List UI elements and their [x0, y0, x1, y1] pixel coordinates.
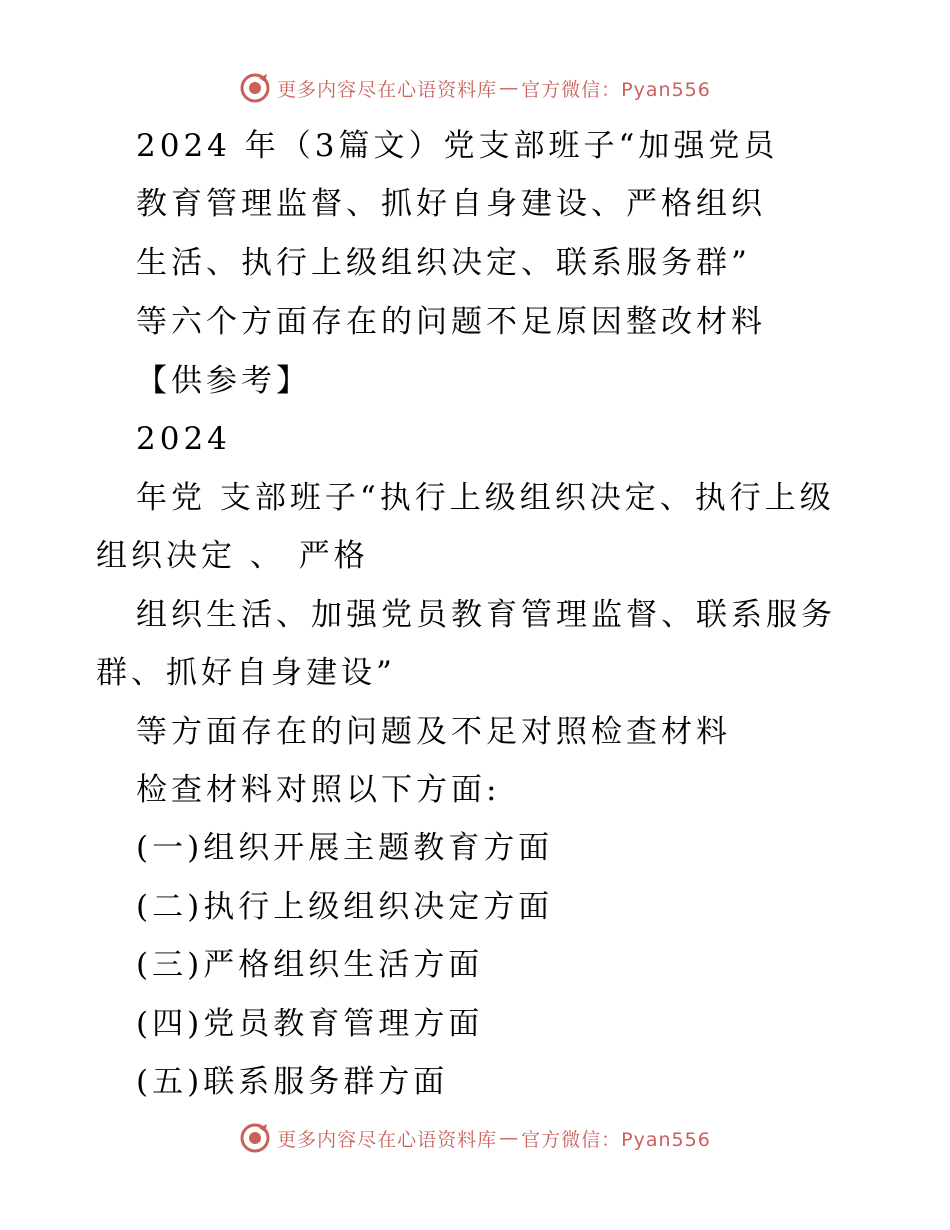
- watermark-wechat: 官方微信：Pyan556: [521, 78, 711, 101]
- reference-note: 【供参考】: [136, 363, 311, 399]
- paragraph-line-1: 年党 支部班子“执行上级组织决定、执行上级: [136, 480, 835, 516]
- watermark-dash: —: [499, 1127, 520, 1149]
- paragraph-line-3: 组织生活、加强党员教育管理监督、联系服务: [136, 597, 836, 633]
- watermark-text: 更多内容尽在心语资料库: [277, 78, 498, 101]
- title-line-3: 生活、执行上级组织决定、联系服务群”: [136, 245, 751, 281]
- watermark-wechat: 官方微信：Pyan556: [521, 1128, 711, 1151]
- paragraph-line-2: 组织决定 、 严格: [96, 538, 369, 574]
- watermark-footer: [0, 1122, 950, 1154]
- brand-logo-icon: [239, 72, 271, 104]
- watermark-header: [0, 72, 950, 104]
- list-item: (一)组织开展主题教育方面: [136, 830, 554, 866]
- list-item: (五)联系服务群方面: [136, 1064, 449, 1100]
- watermark-text: 更多内容尽在心语资料库: [277, 1128, 498, 1151]
- title-line-4: 等六个方面存在的问题不足原因整改材料: [136, 304, 766, 340]
- title-line-1: 2024 年（3篇文）党支部班子“加强党员: [136, 128, 779, 164]
- paragraph-line-5: 等方面存在的问题及不足对照检查材料: [136, 714, 731, 750]
- checklist-intro: 检查材料对照以下方面:: [136, 772, 501, 808]
- title-line-2: 教育管理监督、抓好自身建设、严格组织: [136, 186, 766, 222]
- list-item: (三)严格组织生活方面: [136, 947, 484, 983]
- list-item: (二)执行上级组织决定方面: [136, 889, 554, 925]
- year-line: 2024: [136, 421, 231, 457]
- watermark-dash: —: [499, 77, 520, 99]
- paragraph-line-4: 群、抓好自身建设”: [96, 655, 396, 691]
- list-item: (四)党员教育管理方面: [136, 1006, 484, 1042]
- brand-logo-icon: [239, 1122, 271, 1154]
